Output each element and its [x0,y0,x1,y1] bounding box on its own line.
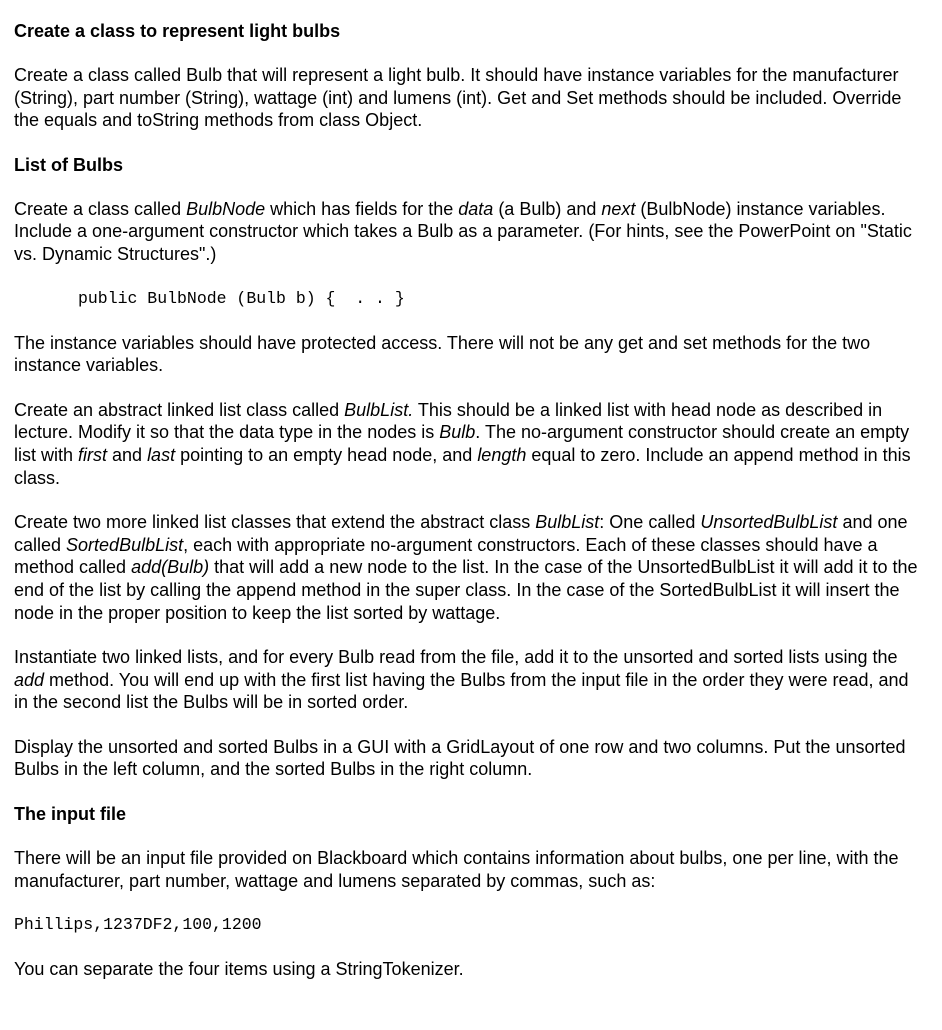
paragraph-stringtokenizer: You can separate the four items using a StringTokenizer. [14,959,464,980]
paragraph-sorted-unsorted-lists: Create two more linked list classes that extend the abstract class BulbList: One called UnsortedBulbList and one called SortedBulbList, each with appropriate no-argument constructors. Each of these classes should have a method called add(Bulb) that will add a new node to the list. In the case of the UnsortedBulbList it will add it to the end of the list by calling the append method in the super class. In the case of the SortedBulbList it will insert the node in the proper position to keep the list sorted by wattage. [14,512,918,623]
paragraph-bulb-class: Create a class called Bulb that will represent a light bulb. It should have instance variables for the manufacturer (String), part number (String), wattage (int) and lumens (int). Get and Set methods should be included. Override the equals and toString methods from class Object. [14,65,902,131]
heading-list-of-bulbs: List of Bulbs [14,154,123,175]
heading-light-bulbs: Create a class to represent light bulbs [14,21,341,41]
paragraph-display-gui: Display the unsorted and sorted Bulbs in a GUI with a GridLayout of one row and two columns. Put the unsorted Bulbs in the left column, and the sorted Bulbs in the right column. [14,736,906,780]
paragraph-abstract-bulblist: Create an abstract linked list class called BulbList. This should be a linked list with head node as described in lecture. Modify it so that the data type in the nodes is Bulb. The no-argument constructor should create an empty list with first and last pointing to an empty head node, and length equal to zero. Include an append method in this class. [14,399,911,488]
document-page [14,18,926,981]
paragraph-input-file: There will be an input file provided on Blackboard which contains information about bulbs, one per line, with the manufacturer, part number, wattage and lumens separated by commas, such as: [14,848,899,891]
paragraph-protected-access: The instance variables should have protected access. There will not be any get and set methods for the two instance variables. [14,332,871,376]
code-bulbnode-constructor: public BulbNode (Bulb b) { . . } [78,288,405,308]
code-sample-line: Phillips,1237DF2,100,1200 [14,915,262,935]
paragraph-bulbnode: Create a class called BulbNode which has fields for the data (a Bulb) and next (BulbNode) instance variables. Include a one-argument constructor which takes a Bulb as a parameter. (For hints, see the PowerPoint on "Static vs. Dynamic Structures".) [14,198,912,264]
paragraph-instantiate-lists: Instantiate two linked lists, and for every Bulb read from the file, add it to the unsorted and sorted lists using the add method. You will end up with the first list having the Bulbs from the input file in the order they were read, and in the second list the Bulbs will be in sorted order. [14,647,909,713]
heading-input-file: The input file [14,804,126,825]
